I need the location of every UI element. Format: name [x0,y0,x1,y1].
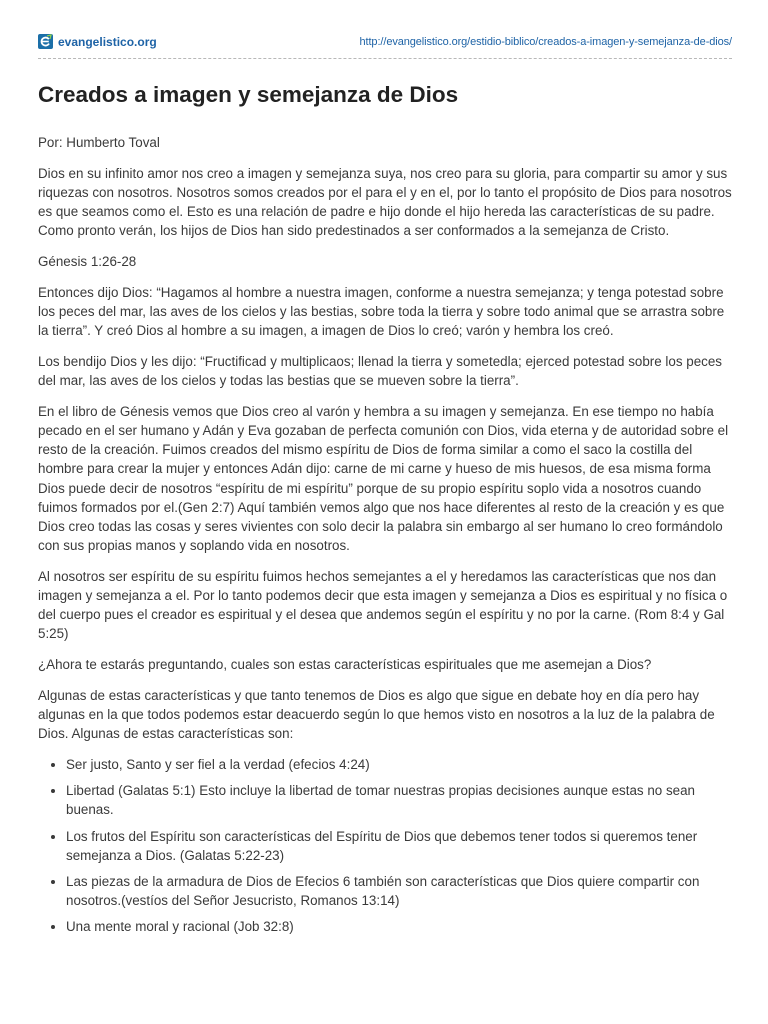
paragraph: Al nosotros ser espíritu de su espíritu fuimos hechos semejantes a el y heredamos las características que nos dan imagen y semejanza a el. Por lo tanto podemos decir que esta imagen y semejanza a Dios es espiritual y no física o del cuerpo pues el creador es espiritual y el desea que andemos según el espíritu y no por la carne. (Rom 8:4 y Gal 5:25) [38,568,728,642]
list-item: • Los frutos del Espíritu son características del Espíritu de Dios que debemos tener todos si queremos tener semejanza a Dios. (Galatas 5:22-23) [66,827,734,865]
characteristics-list [38,755,734,937]
paragraph: Algunas de estas características y que tanto tenemos de Dios es algo que sigue en debate hoy en día pero hay algunas en la que todos podemos estar deacuerdo según lo que hemos visto en nosotros a la luz de la palabra de Dios. Algunas de estas características son: [38,687,715,742]
paragraph: ¿Ahora te estarás preguntando, cuales son estas características espirituales que me asemejan a Dios? [38,657,652,673]
list-item: • Libertad (Galatas 5:1) Esto incluye la libertad de tomar nuestras propias decisiones aunque estas no sean buenas. [66,781,734,819]
paragraph: En el libro de Génesis vemos que Dios creo al varón y hembra a su imagen y semejanza. En ese tiempo no había pecado en el ser humano y Adán y Eva gozaban de perfecta comunión con Dios, vida eterna y de autoridad sobre el resto de la creación. Fuimos creados del mismo espíritu de Dios de forma similar a como el saco la costilla del hombre para crear la mujer y entonces Adán dijo: carne de mi carne y hueso de mis huesos, de esa misma forma Dios puede decir de nosotros “espíritu de mi espíritu” porque de su propio espíritu soplo vida a nosotros cuando fuimos formados por el.(Gen 2:7) Aquí también vemos algo que nos hace diferentes al resto de la creación y es que Dios creo todas las cosas y seres vivientes con solo decir la palabra sin embargo al ser humano lo creo formándolo con sus propias manos y soplando vida en nosotros. [38,403,729,554]
scripture-reference: Génesis 1:26-28 [38,254,137,270]
page-url-link[interactable]: http://evangelistico.org/estidio-biblico/creados-a-imagen-y-semejanza-de-dios/ [359,36,732,48]
site-logo[interactable] [38,34,157,49]
paragraph: Los bendijo Dios y les dijo: “Fructificad y multiplicaos; llenad la tierra y sometedla; ejerced potestad sobre los peces del mar, las aves de los cielos y todas las bestias que se mueven sobre la tierra”. [38,353,723,389]
list-item: • Las piezas de la armadura de Dios de Efecios 6 también son características que Dios quiere compartir con nosotros.(vestíos del Señor Jesucristo, Romanos 13:14) [66,872,734,910]
page-header [38,32,732,59]
list-item: • Ser justo, Santo y ser fiel a la verdad (efecios 4:24) [66,755,734,774]
author-byline: Por: Humberto Toval [38,135,160,150]
paragraph: Dios en su infinito amor nos creo a imagen y semejanza suya, nos creo para su gloria, para compartir su amor y sus riquezas con nosotros. Nosotros somos creados por el para el y en el, por lo tanto el propósito de Dios para nosotros es que seamos como el. Esto es una relación de padre e hijo donde el hijo hereda las características de su padre. Como pronto verán, los hijos de Dios han sido predestinados a ser conformados a la semejanza de Cristo. [38,165,732,239]
list-item: • Una mente moral y racional (Job 32:8) [66,917,734,936]
paragraph: Entonces dijo Dios: “Hagamos al hombre a nuestra imagen, conforme a nuestra semejanza; y tenga potestad sobre los peces del mar, las aves de los cielos y las bestias, sobre toda la tierra y sobre todo animal que se arrastra sobre la tierra”. Y creó Dios al hombre a su imagen, a imagen de Dios lo creó; varón y hembra los creó. [38,284,725,339]
article-body [38,133,734,944]
site-logo-icon [38,34,53,49]
page-title: Creados a imagen y semejanza de Dios [38,82,459,107]
site-name-link[interactable]: evangelistico.org [58,34,157,49]
